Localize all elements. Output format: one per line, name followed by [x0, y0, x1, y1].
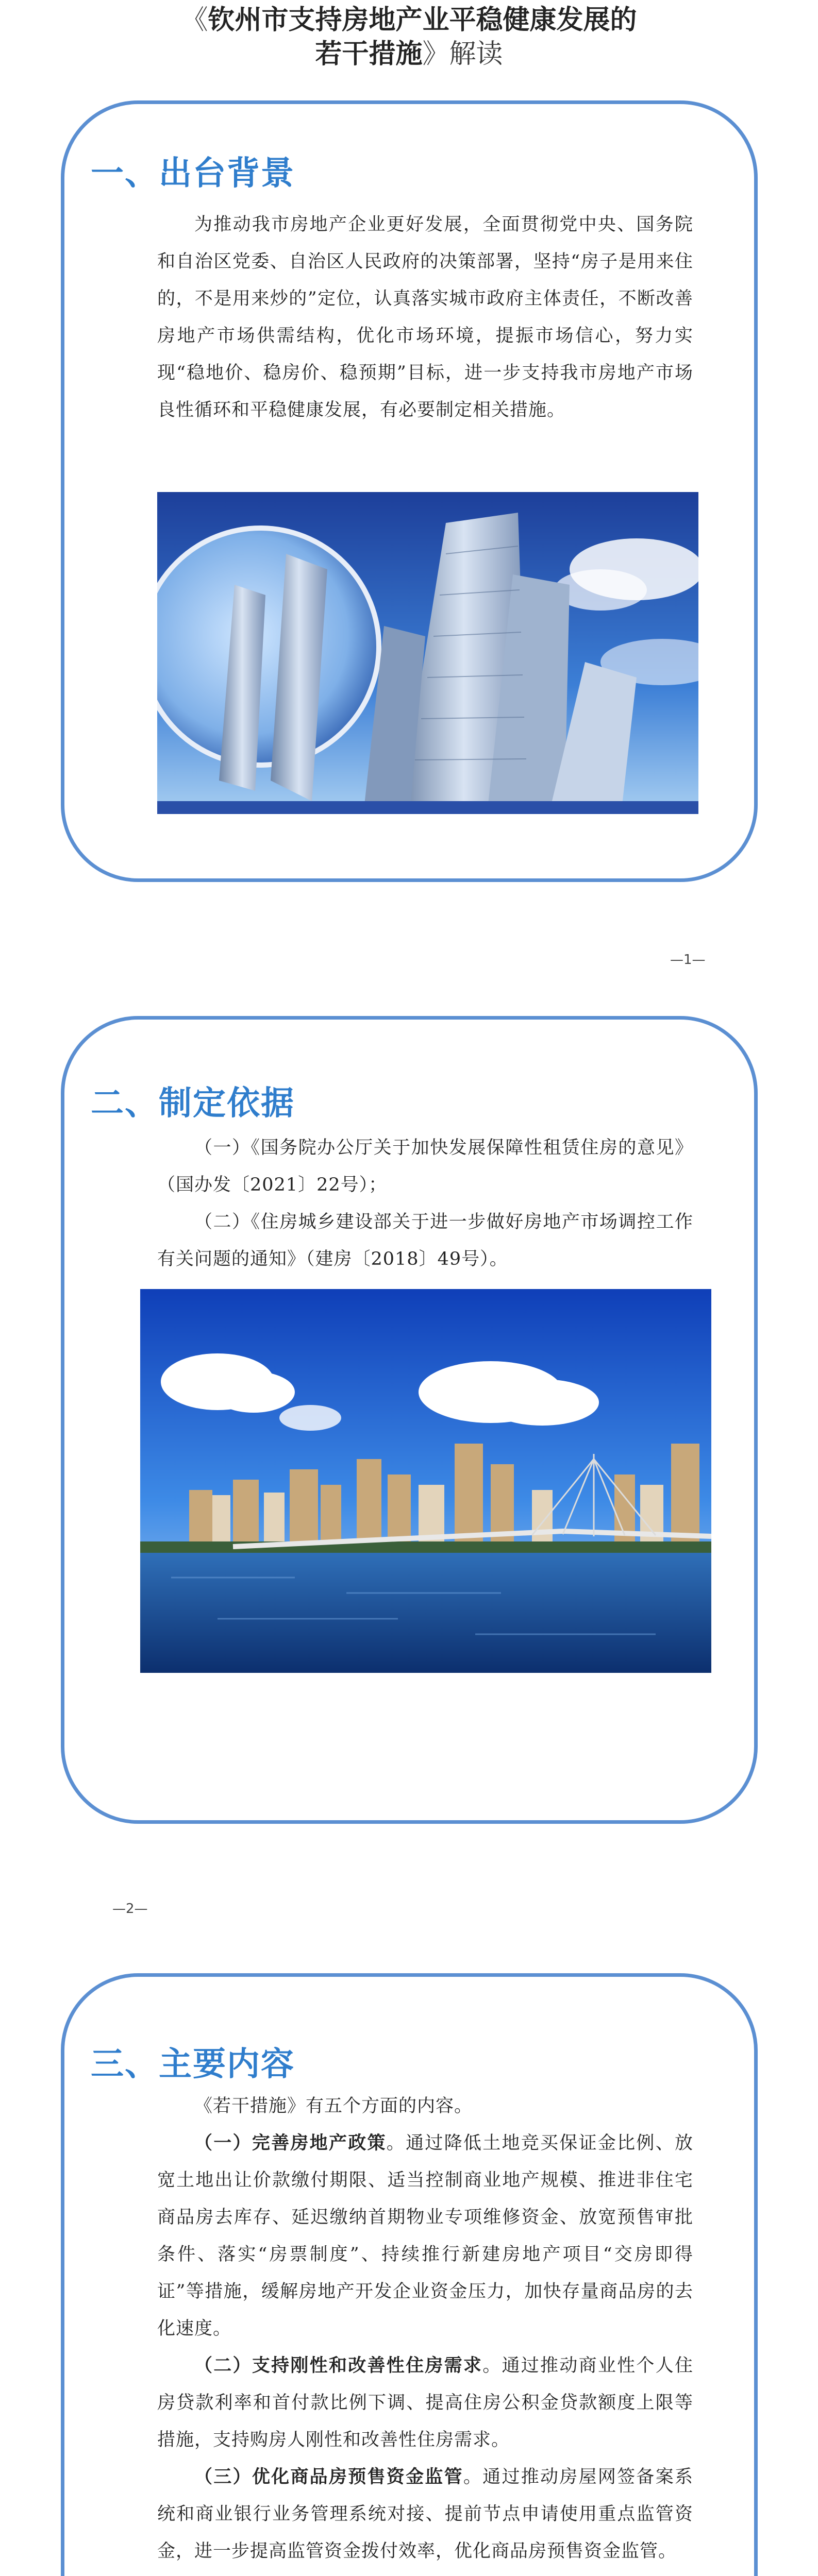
content-point-1-label: （一）完善房地产政策 — [194, 2132, 387, 2154]
content-intro: 《若干措施》有五个方面的内容。 — [194, 2096, 473, 2116]
basis-item-2: （二）《住房城乡建设部关于进一步做好房地产市场调控工作有关问题的通知》（建房〔2018〕49号）。 — [157, 1212, 693, 1269]
document-title — [0, 3, 818, 71]
title-prefix: 《 — [181, 5, 208, 36]
title-bold-line2: 若干措施 — [315, 38, 423, 70]
content-point-3-label: （三）优化商品房预售资金监管 — [194, 2466, 463, 2487]
section-heading-content: 三、主要内容 — [91, 2045, 295, 2083]
content-point-1-text: 。通过降低土地竞买保证金比例、放宽土地出让价款缴付期限、适当控制商业地产规模、推进非住宅商品房去库存、延迟缴纳首期物业专项维修资金、放宽预售审批条件、落实“房票制度”、持续推行新建房地产项目“交房即得证”等措施，缓解房地产开发企业资金压力，加快存量商品房的去化速度。 — [157, 2133, 693, 2339]
background-paragraph — [157, 206, 693, 429]
page-number-1: —1— — [670, 952, 706, 968]
content-point-3-text: 。通过推动房屋网签备案系统和商业银行业务管理系统对接、提前节点申请使用重点监管资金，进一步提高监管资金拨付效率，优化商品房预售资金监管。 — [157, 2467, 693, 2562]
river-city-photo — [140, 1289, 711, 1673]
city-skyline-lens-photo — [157, 492, 698, 814]
section-heading-background: 一、出台背景 — [91, 155, 295, 193]
section-heading-basis: 二、制定依据 — [91, 1084, 295, 1123]
title-suffix: 》解读 — [422, 39, 503, 70]
content-point-2-label: （二）支持刚性和改善性住房需求 — [194, 2355, 483, 2376]
page-number-2: —2— — [112, 1901, 148, 1917]
basis-paragraphs — [157, 1129, 693, 1278]
content-paragraphs — [157, 2088, 693, 2570]
content-point-2 — [157, 2347, 693, 2459]
title-bold-line1: 钦州市支持房地产业平稳健康发展的 — [208, 4, 637, 36]
content-point-2-text: 。通过推动商业性个人住房贷款利率和首付款比例下调、提高住房公积金贷款额度上限等措施，支持购房人刚性和改善性住房需求。 — [157, 2355, 693, 2450]
content-point-1 — [157, 2125, 693, 2347]
content-point-3 — [157, 2459, 693, 2570]
background-text: 为推动我市房地产企业更好发展，全面贯彻党中央、国务院和自治区党委、自治区人民政府的决策部署，坚持“房子是用来住的，不是用来炒的”定位，认真落实城市政府主体责任，不断改善房地产市场供需结构，优化市场环境，提振市场信心，努力实现“稳地价、稳房价、稳预期”目标，进一步支持我市房地产市场良性循环和平稳健康发展，有必要制定相关措施。 — [157, 214, 693, 420]
basis-item-1: （一）《国务院办公厅关于加快发展保障性租赁住房的意见》（国办发〔2021〕22号）； — [157, 1138, 693, 1195]
